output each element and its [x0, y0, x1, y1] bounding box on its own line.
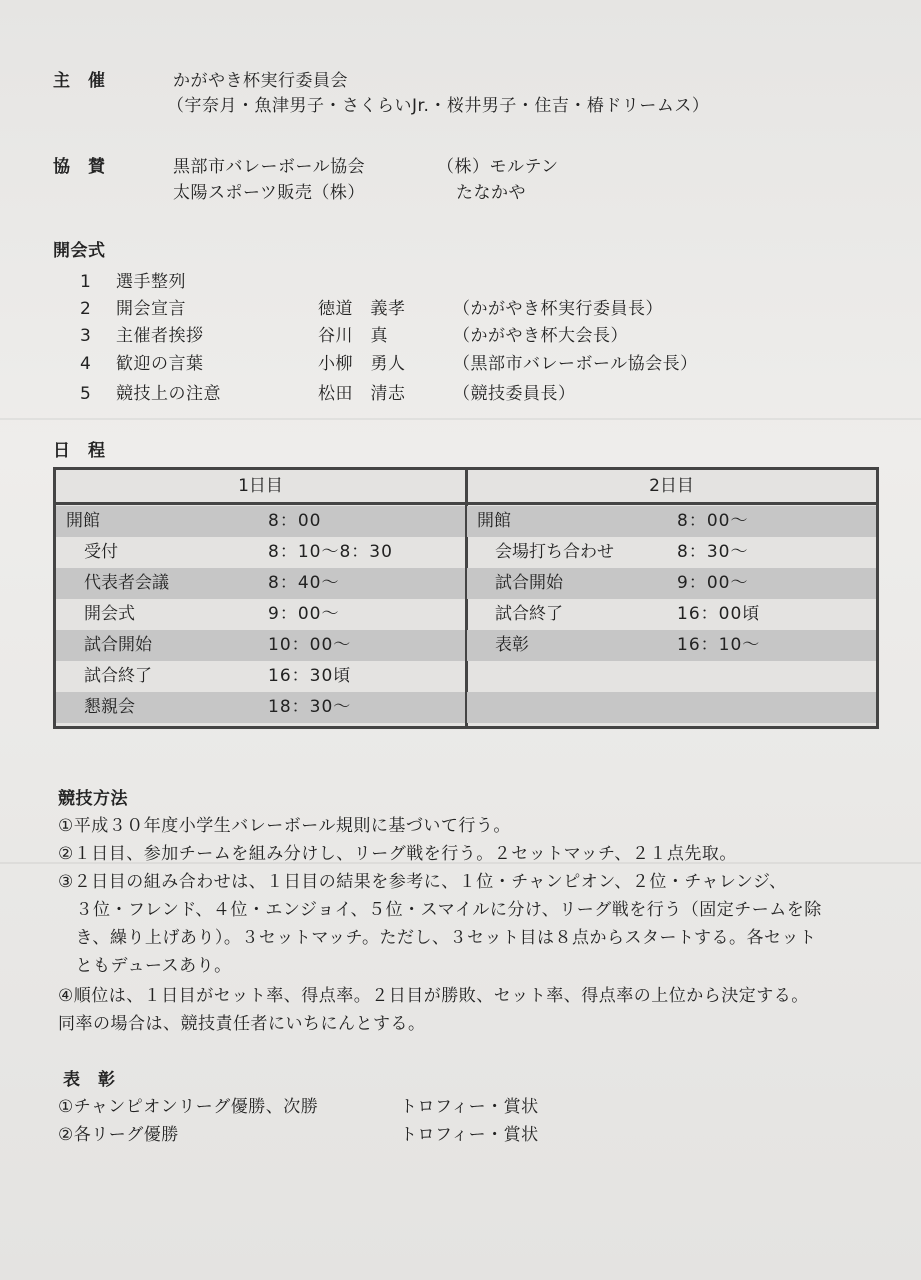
- table-row: [467, 537, 876, 568]
- schedule-label: 日 程: [53, 441, 106, 461]
- table-row: [467, 506, 876, 537]
- award-name: ①チャンピオンリーグ優勝、次勝: [58, 1097, 319, 1117]
- table-row: [56, 661, 465, 692]
- schedule-table: [53, 467, 879, 729]
- supporter-name: 黒部市バレーボール協会: [173, 157, 366, 177]
- opening-item-number: 1: [80, 272, 92, 292]
- table-row: [467, 568, 876, 599]
- rules-line: ともデュースあり。: [58, 956, 232, 976]
- opening-item-person: 谷川 真: [318, 326, 388, 346]
- sponsor-label: 主 催: [53, 71, 106, 91]
- schedule-item-label: 受付: [84, 542, 118, 562]
- rules-line: 同率の場合は、競技責任者にいちにんとする。: [58, 1014, 426, 1034]
- schedule-item-label: 試合終了: [495, 604, 563, 624]
- opening-item-title: 開会宣言: [116, 299, 186, 319]
- schedule-day2-column: [467, 470, 876, 726]
- schedule-item-time: 10：00〜: [268, 635, 352, 655]
- opening-label: 開会式: [53, 241, 106, 261]
- opening-item-person: 徳道 義孝: [318, 299, 406, 319]
- table-row: [467, 630, 876, 661]
- award-prize: トロフィー・賞状: [400, 1097, 539, 1117]
- schedule-item-time: 9：00〜: [268, 604, 340, 624]
- opening-item-number: 5: [80, 384, 92, 404]
- rules-line: き、繰り上げあり）。３セットマッチ。ただし、３セット目は８点からスタートする。各セット: [58, 928, 817, 948]
- schedule-day1-header: 1日目: [56, 470, 465, 505]
- schedule-item-label: 試合開始: [84, 635, 152, 655]
- awards-label: 表 彰: [63, 1070, 116, 1090]
- award-name: ②各リーグ優勝: [58, 1125, 179, 1145]
- table-row: [467, 692, 876, 723]
- table-row: [56, 630, 465, 661]
- sponsor-name: かがやき杯実行委員会: [173, 71, 348, 91]
- opening-item-number: 2: [80, 299, 92, 319]
- table-row: [467, 661, 876, 692]
- table-row: [56, 692, 465, 723]
- opening-item-role: （かがやき杯大会長）: [453, 326, 628, 346]
- opening-item-title: 主催者挨拶: [116, 326, 204, 346]
- opening-item-role: （黒部市バレーボール協会長）: [453, 354, 698, 374]
- rules-line: ３位・フレンド、４位・エンジョイ、５位・スマイルに分け、リーグ戦を行う（固定チームを除: [58, 900, 822, 920]
- opening-item-number: 4: [80, 354, 92, 374]
- table-row: [56, 537, 465, 568]
- opening-item-role: （競技委員長）: [453, 384, 576, 404]
- rules-line: ④順位は、１日目がセット率、得点率。２日目が勝敗、セット率、得点率の上位から決定する。: [58, 986, 809, 1006]
- schedule-item-label: 試合終了: [84, 666, 152, 686]
- supporter-name: 太陽スポーツ販売（株）: [173, 183, 365, 203]
- table-row: [56, 568, 465, 599]
- schedule-item-label: 開館: [477, 511, 511, 531]
- schedule-item-time: 16：30頃: [268, 666, 352, 686]
- schedule-item-time: 16：10〜: [677, 635, 761, 655]
- rules-label: 競技方法: [58, 789, 128, 809]
- schedule-item-time: 8：10〜8：30: [268, 542, 393, 562]
- schedule-item-label: 開会式: [84, 604, 135, 624]
- opening-item-title: 競技上の注意: [116, 384, 221, 404]
- schedule-item-time: 8：00〜: [677, 511, 749, 531]
- opening-item-person: 松田 清志: [318, 384, 406, 404]
- table-row: [56, 506, 465, 537]
- schedule-item-label: 懇親会: [84, 697, 135, 717]
- schedule-item-label: 会場打ち合わせ: [495, 542, 614, 562]
- table-row: [467, 599, 876, 630]
- schedule-item-label: 表彰: [495, 635, 529, 655]
- schedule-day2-header: 2日目: [467, 470, 876, 505]
- schedule-item-time: 16：00頃: [677, 604, 761, 624]
- opening-item-number: 3: [80, 326, 92, 346]
- schedule-item-time: 8：30〜: [677, 542, 749, 562]
- schedule-item-time: 8：40〜: [268, 573, 340, 593]
- supporter-name: （株）モルテン: [437, 157, 559, 177]
- supporter-name: たなかや: [456, 183, 526, 203]
- schedule-item-label: 代表者会議: [84, 573, 169, 593]
- schedule-item-label: 試合開始: [495, 573, 563, 593]
- sponsor-members: （宇奈月・魚津男子・さくらいJr.・桜井男子・住吉・椿ドリームス）: [167, 96, 710, 116]
- schedule-item-label: 開館: [66, 511, 100, 531]
- schedule-day1-column: [56, 470, 468, 726]
- opening-item-title: 歓迎の言葉: [116, 354, 204, 374]
- award-prize: トロフィー・賞状: [400, 1125, 539, 1145]
- rules-line: ②１日目、参加チームを組み分けし、リーグ戦を行う。２セットマッチ、２１点先取。: [58, 844, 737, 864]
- opening-item-person: 小柳 勇人: [318, 354, 406, 374]
- opening-item-role: （かがやき杯実行委員長）: [453, 299, 663, 319]
- rules-line: ①平成３０年度小学生バレーボール規則に基づいて行う。: [58, 816, 511, 836]
- paper-fold: [0, 418, 921, 420]
- rules-line: ③２日目の組み合わせは、１日目の結果を参考に、１位・チャンピオン、２位・チャレンジ、: [58, 872, 787, 892]
- table-row: [56, 599, 465, 630]
- schedule-item-time: 8：00: [268, 511, 322, 531]
- supporters-label: 協 賛: [53, 157, 106, 177]
- schedule-item-time: 18：30〜: [268, 697, 352, 717]
- schedule-item-time: 9：00〜: [677, 573, 749, 593]
- opening-item-title: 選手整列: [116, 272, 186, 292]
